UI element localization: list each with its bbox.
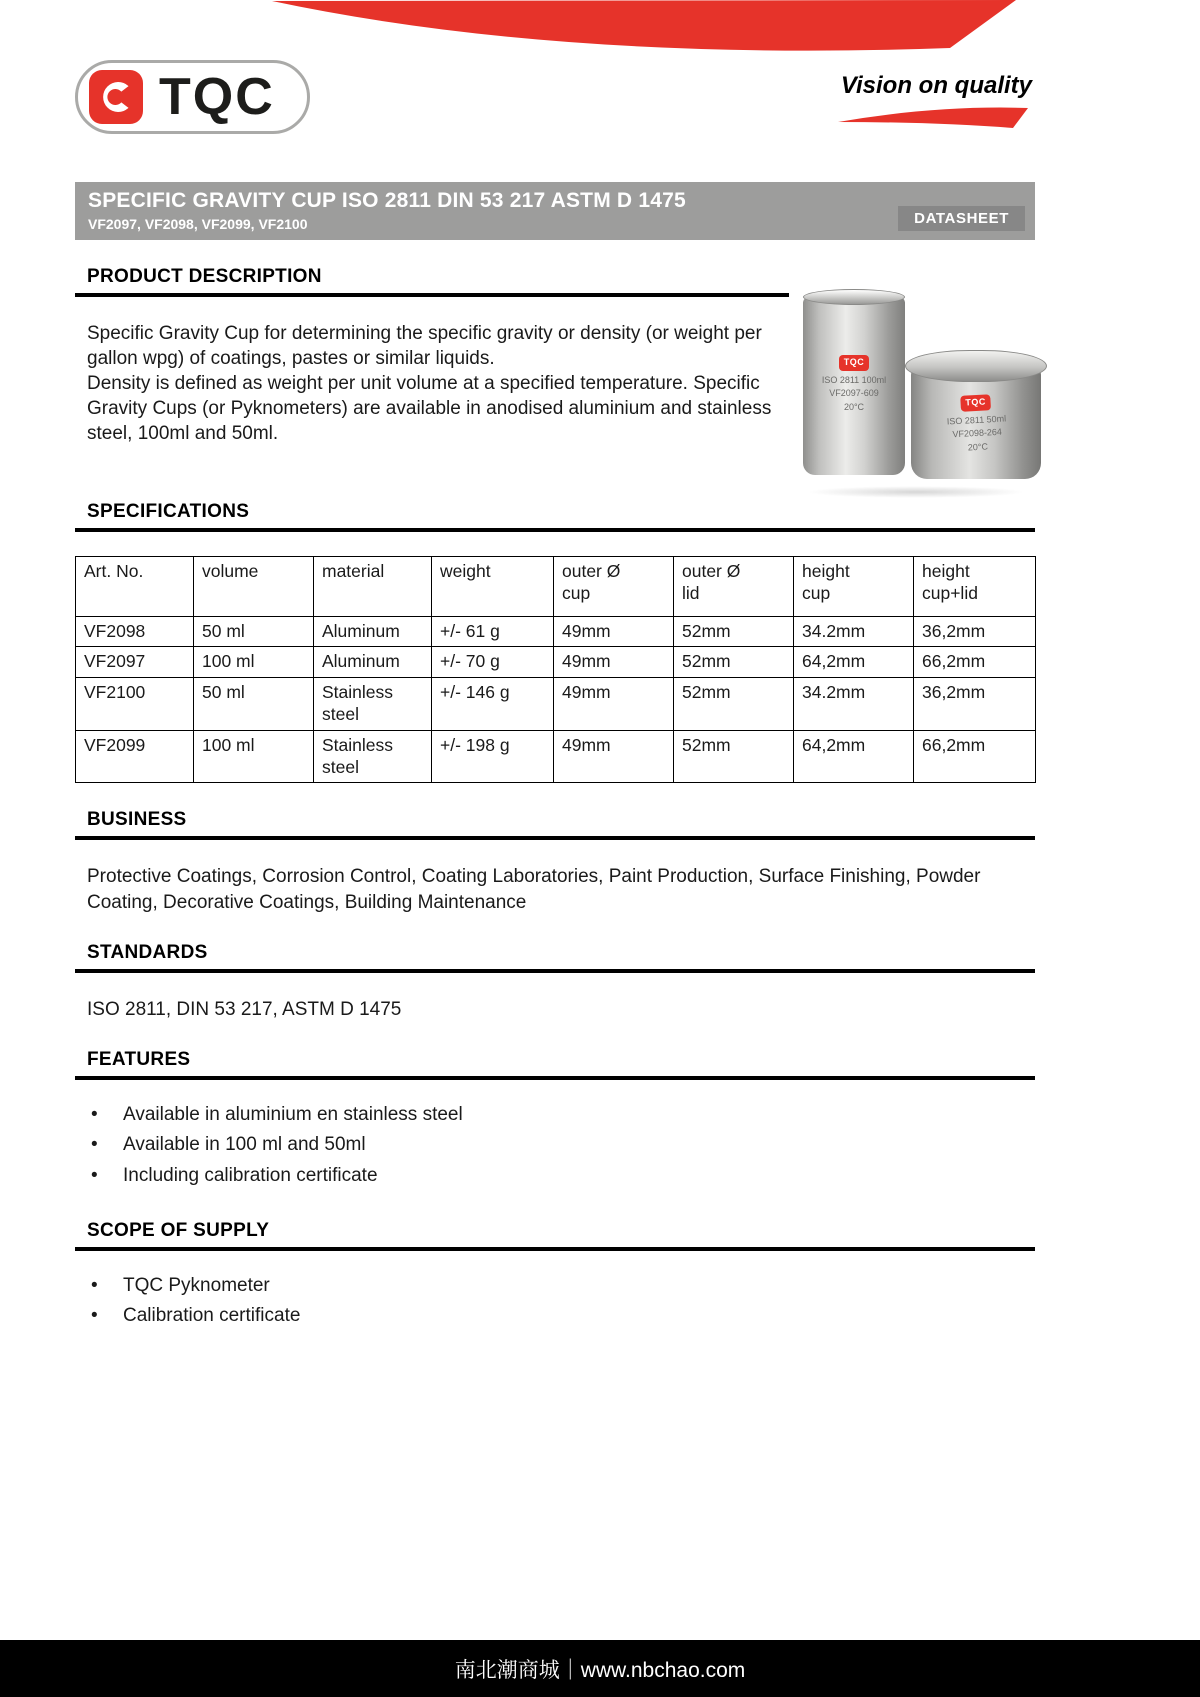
cup-100ml-label <box>803 297 905 414</box>
spec-col-artno: Art. No. <box>76 557 194 617</box>
cell-height-cuplid: 66,2mm <box>914 730 1036 783</box>
cell-material: Stainless steel <box>314 677 432 730</box>
list-item: • Available in 100 ml and 50ml <box>75 1132 1035 1163</box>
product-description-paragraph-2: Density is defined as weight per unit volume at a specified temperature. Specific Gravity Cups (or Pyknometers) are available in anodised aluminium and stainless steel, 100ml and 50ml. <box>87 373 772 445</box>
list-item: • TQC Pyknometer <box>75 1273 1035 1304</box>
tqc-cup-icon <box>89 70 143 124</box>
cell-height-cuplid: 36,2mm <box>914 617 1036 647</box>
document-content <box>75 266 1035 1334</box>
logo-wordmark: TQC <box>159 68 275 126</box>
cup-50ml <box>911 367 1041 479</box>
business-text: Protective Coatings, Corrosion Control, Coating Laboratories, Paint Production, Surface Finishing, Powder Coating, Decorative Coatings, Building Maintenance <box>87 866 981 914</box>
cell-material: Aluminum <box>314 647 432 677</box>
footer-text: 南北潮商城｜www.nbchao.com <box>454 1658 746 1682</box>
cell-artno: VF2099 <box>76 730 194 783</box>
spec-col-weight: weight <box>432 557 554 617</box>
footer-bar <box>0 1640 1200 1697</box>
cell-height-cup: 64,2mm <box>794 647 914 677</box>
spec-col-material: material <box>314 557 432 617</box>
document-subtitle: VF2097, VF2098, VF2099, VF2100 <box>88 216 308 232</box>
cell-outer-cup: 49mm <box>554 617 674 647</box>
section-heading-scope-of-supply: SCOPE OF SUPPLY <box>75 1220 1035 1251</box>
cell-volume: 100 ml <box>194 730 314 783</box>
section-heading-specifications: SPECIFICATIONS <box>75 501 1035 532</box>
cell-weight: +/- 198 g <box>432 730 554 783</box>
tqc-logo <box>75 60 310 134</box>
table-row <box>76 617 1036 647</box>
cell-height-cup: 34.2mm <box>794 677 914 730</box>
cell-material: Stainless steel <box>314 730 432 783</box>
cup-50ml-brand-mark: TQC <box>960 394 991 411</box>
cell-weight: +/- 146 g <box>432 677 554 730</box>
product-description-paragraph-1: Specific Gravity Cup for determining the specific gravity or density (or weight per gallon wpg) of coatings, pastes or similar liquids. <box>87 323 762 370</box>
cell-outer-lid: 52mm <box>674 730 794 783</box>
document-header-bar <box>75 182 1035 240</box>
spec-col-height-cuplid: height cup+lid <box>914 557 1036 617</box>
tagline-swoosh-decoration <box>836 103 1032 129</box>
scope-of-supply-list <box>75 1273 1035 1334</box>
standards-text: ISO 2811, DIN 53 217, ASTM D 1475 <box>87 999 402 1020</box>
cell-outer-lid: 52mm <box>674 677 794 730</box>
cell-outer-cup: 49mm <box>554 730 674 783</box>
cup-100ml <box>803 297 905 475</box>
list-item: • Available in aluminium en stainless steel <box>75 1102 1035 1133</box>
list-item: • Including calibration certificate <box>75 1163 1035 1194</box>
product-description-body <box>75 297 1035 475</box>
table-row <box>76 677 1036 730</box>
spec-col-outer-cup: outer Ø cup <box>554 557 674 617</box>
cell-outer-lid: 52mm <box>674 617 794 647</box>
tagline-block <box>836 72 1032 129</box>
cell-height-cup: 34.2mm <box>794 617 914 647</box>
cup-50ml-label <box>909 364 1043 458</box>
cell-weight: +/- 70 g <box>432 647 554 677</box>
section-heading-business: BUSINESS <box>75 809 1035 840</box>
section-heading-standards: STANDARDS <box>75 942 1035 973</box>
cell-artno: VF2100 <box>76 677 194 730</box>
cup-100ml-line1: ISO 2811 100ml <box>821 374 887 385</box>
spec-header-row <box>76 557 1036 617</box>
product-photo-shadow <box>807 486 1025 498</box>
document-title: SPECIFIC GRAVITY CUP ISO 2811 DIN 53 217 ASTM D 1475 <box>88 189 686 212</box>
cell-volume: 50 ml <box>194 677 314 730</box>
cell-material: Aluminum <box>314 617 432 647</box>
cell-outer-lid: 52mm <box>674 647 794 677</box>
cup-100ml-line2: VF2097-609 <box>829 388 879 398</box>
cell-artno: VF2097 <box>76 647 194 677</box>
cell-volume: 50 ml <box>194 617 314 647</box>
cell-weight: +/- 61 g <box>432 617 554 647</box>
cell-height-cuplid: 66,2mm <box>914 647 1036 677</box>
cell-outer-cup: 49mm <box>554 677 674 730</box>
spec-col-height-cup: height cup <box>794 557 914 617</box>
cell-height-cuplid: 36,2mm <box>914 677 1036 730</box>
cup-50ml-line1: ISO 2811 50ml <box>946 412 1007 427</box>
cup-100ml-line3: 20°C <box>843 401 865 412</box>
top-swoosh-decoration <box>0 0 1200 64</box>
cell-height-cup: 64,2mm <box>794 730 914 783</box>
product-photo <box>789 287 1047 502</box>
section-heading-features: FEATURES <box>75 1049 1035 1080</box>
spec-col-outer-lid: outer Ø lid <box>674 557 794 617</box>
spec-col-volume: volume <box>194 557 314 617</box>
cup-50ml-line2: VF2098-264 <box>952 426 1003 440</box>
cup-50ml-line3: 20°C <box>967 440 989 452</box>
table-row <box>76 647 1036 677</box>
cell-artno: VF2098 <box>76 617 194 647</box>
list-item: • Calibration certificate <box>75 1303 1035 1334</box>
product-description-text <box>75 297 777 446</box>
table-row <box>76 730 1036 783</box>
cell-volume: 100 ml <box>194 647 314 677</box>
specifications-table <box>75 556 1036 783</box>
cup-100ml-brand-mark: TQC <box>839 355 870 371</box>
tagline-text: Vision on quality <box>840 72 1032 99</box>
datasheet-badge: DATASHEET <box>898 206 1025 231</box>
section-heading-product-description: PRODUCT DESCRIPTION <box>75 266 1035 297</box>
features-list <box>75 1102 1035 1194</box>
cell-outer-cup: 49mm <box>554 647 674 677</box>
